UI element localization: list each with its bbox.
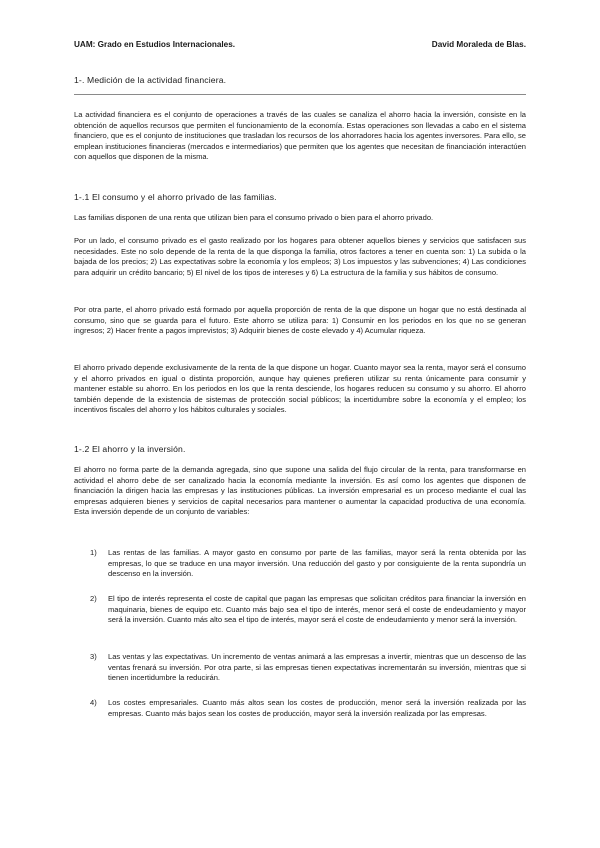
- page-header: [74, 40, 526, 49]
- list-number: 2): [90, 594, 97, 603]
- list-number: 4): [90, 698, 97, 707]
- subsection-title-consumo: 1-.1 El consumo y el ahorro privado de las familias.: [74, 192, 277, 202]
- paragraph: Las familias disponen de una renta que utilizan bien para el consumo privado o bien para el ahorro privado.: [74, 213, 434, 222]
- list-item: [74, 652, 526, 684]
- list-number: 1): [90, 548, 97, 557]
- subsection-title-ahorro: 1-.2 El ahorro y la inversión.: [74, 444, 186, 454]
- title-divider: [74, 94, 526, 95]
- intro-paragraph: La actividad financiera es el conjunto de operaciones a través de las cuales se canaliza el ahorro hacia la inversión, consiste en la obtención de aquellos recursos que permiten el funcionamiento de la economía. Estas operaciones son llevadas a cabo en el sistema financiero, que es el conjunto de instituciones que trasladan los recursos de los ahorradores hacia los agentes inversores. Para ello, se emplean instituciones financieras (mercados e intermediarios) que permiten que los agentes que necesitan de financiación interactúen con aquellos que disponen de la misma.: [74, 110, 526, 162]
- list-number: 3): [90, 652, 97, 661]
- list-text: Los costes empresariales. Cuanto más altos sean los costes de producción, menor será la inversión realizada por las empresas. Cuanto más bajos sean los costes de producción, mayor será la inversión realizada por las empresas.: [108, 698, 526, 718]
- list-item: [74, 594, 526, 626]
- paragraph: El ahorro no forma parte de la demanda agregada, sino que supone una salida del flujo circular de la renta, para transformarse en actividad el ahorro debe de ser canalizado hacia la economía mediante la inversión. Es así como los agentes que disponen de financiación la dirigen hacia las empresas y las instituciones públicas. La inversión empresarial es un proceso mediante el cual las empresas adquieren bienes y servicios de capital necesarios para mantener o aumentar la capacidad productiva de una economía. Esta inversión depende de un conjunto de variables:: [74, 465, 526, 517]
- section-title: 1-. Medición de la actividad financiera.: [74, 75, 227, 85]
- paragraph: Por otra parte, el ahorro privado está formado por aquella proporción de renta de la que dispone un hogar que no está destinada al consumo, sino que se guarda para el futuro. Este ahorro se utiliza para: 1) Consumir en los periodos en los que no se generan ingresos; 2) Hacer frente a pagos imprevistos; 3) Adquirir bienes de coste elevado y 4) Acumular riqueza.: [74, 305, 526, 336]
- list-text: El tipo de interés representa el coste de capital que pagan las empresas que solicitan créditos para financiar la inversión en maquinaria, bienes de equipo etc. Cuanto más bajo sea el tipo de interés, menor será el coste de endeudamiento y mayor será la inversión. Cuanto más alto sea el tipo de interés, mayor será el coste de endeudamiento y menor será la inversión.: [108, 594, 526, 625]
- paragraph: Por un lado, el consumo privado es el gasto realizado por los hogares para obtener aquellos bienes y servicios que satisfacen sus necesidades. Este no solo depende de la renta de la que disponga la familia, otros factores a tener en cuenta son: 1) La subida o la bajada de los precios; 2) Las expectativas sobre la economía y los empleos; 3) Los impuestos y las subvenciones; 4) Las condiciones para adquirir un crédito bancario; 5) El nivel de los tipos de intereses y 6) La estructura de la familia y sus hábitos de consumo.: [74, 236, 526, 277]
- list-item: [74, 698, 526, 719]
- list-text: Las rentas de las familias. A mayor gasto en consumo por parte de las familias, mayor será la renta obtenida por las empresas, lo que se traduce en una mayor inversión. Una reducción del gasto y por consiguiente de la renta supondría un descenso en la inversión.: [108, 548, 526, 579]
- header-course: UAM: Grado en Estudios Internacionales.: [74, 40, 236, 49]
- header-author: David Moraleda de Blas.: [431, 40, 526, 49]
- list-text: Las ventas y las expectativas. Un incremento de ventas animará a las empresas a invertir, mientras que un descenso de las ventas frenará su inversión. Por otra parte, si las empresas tienen expectativas incrementarán su inversión, mientras que si tienen incertidumbre la reducirán.: [108, 652, 526, 683]
- paragraph: El ahorro privado depende exclusivamente de la renta de la que dispone un hogar. Cuanto mayor sea la renta, mayor será el consumo y el ahorro privados en igual o distinta proporción, aunque hay quienes prefieren utilizar su renta únicamente para consumir y mantener estable su ahorro. En los periodos en los que la renta desciende, los hogares reducen su consumo y su ahorro. El ahorro también depende de la existencia de sistemas de protección social públicos; la incertidumbre sobre la economía y el empleo; los incentivos fiscales del ahorro y los hábitos culturales y sociales.: [74, 363, 526, 415]
- list-item: [74, 548, 526, 580]
